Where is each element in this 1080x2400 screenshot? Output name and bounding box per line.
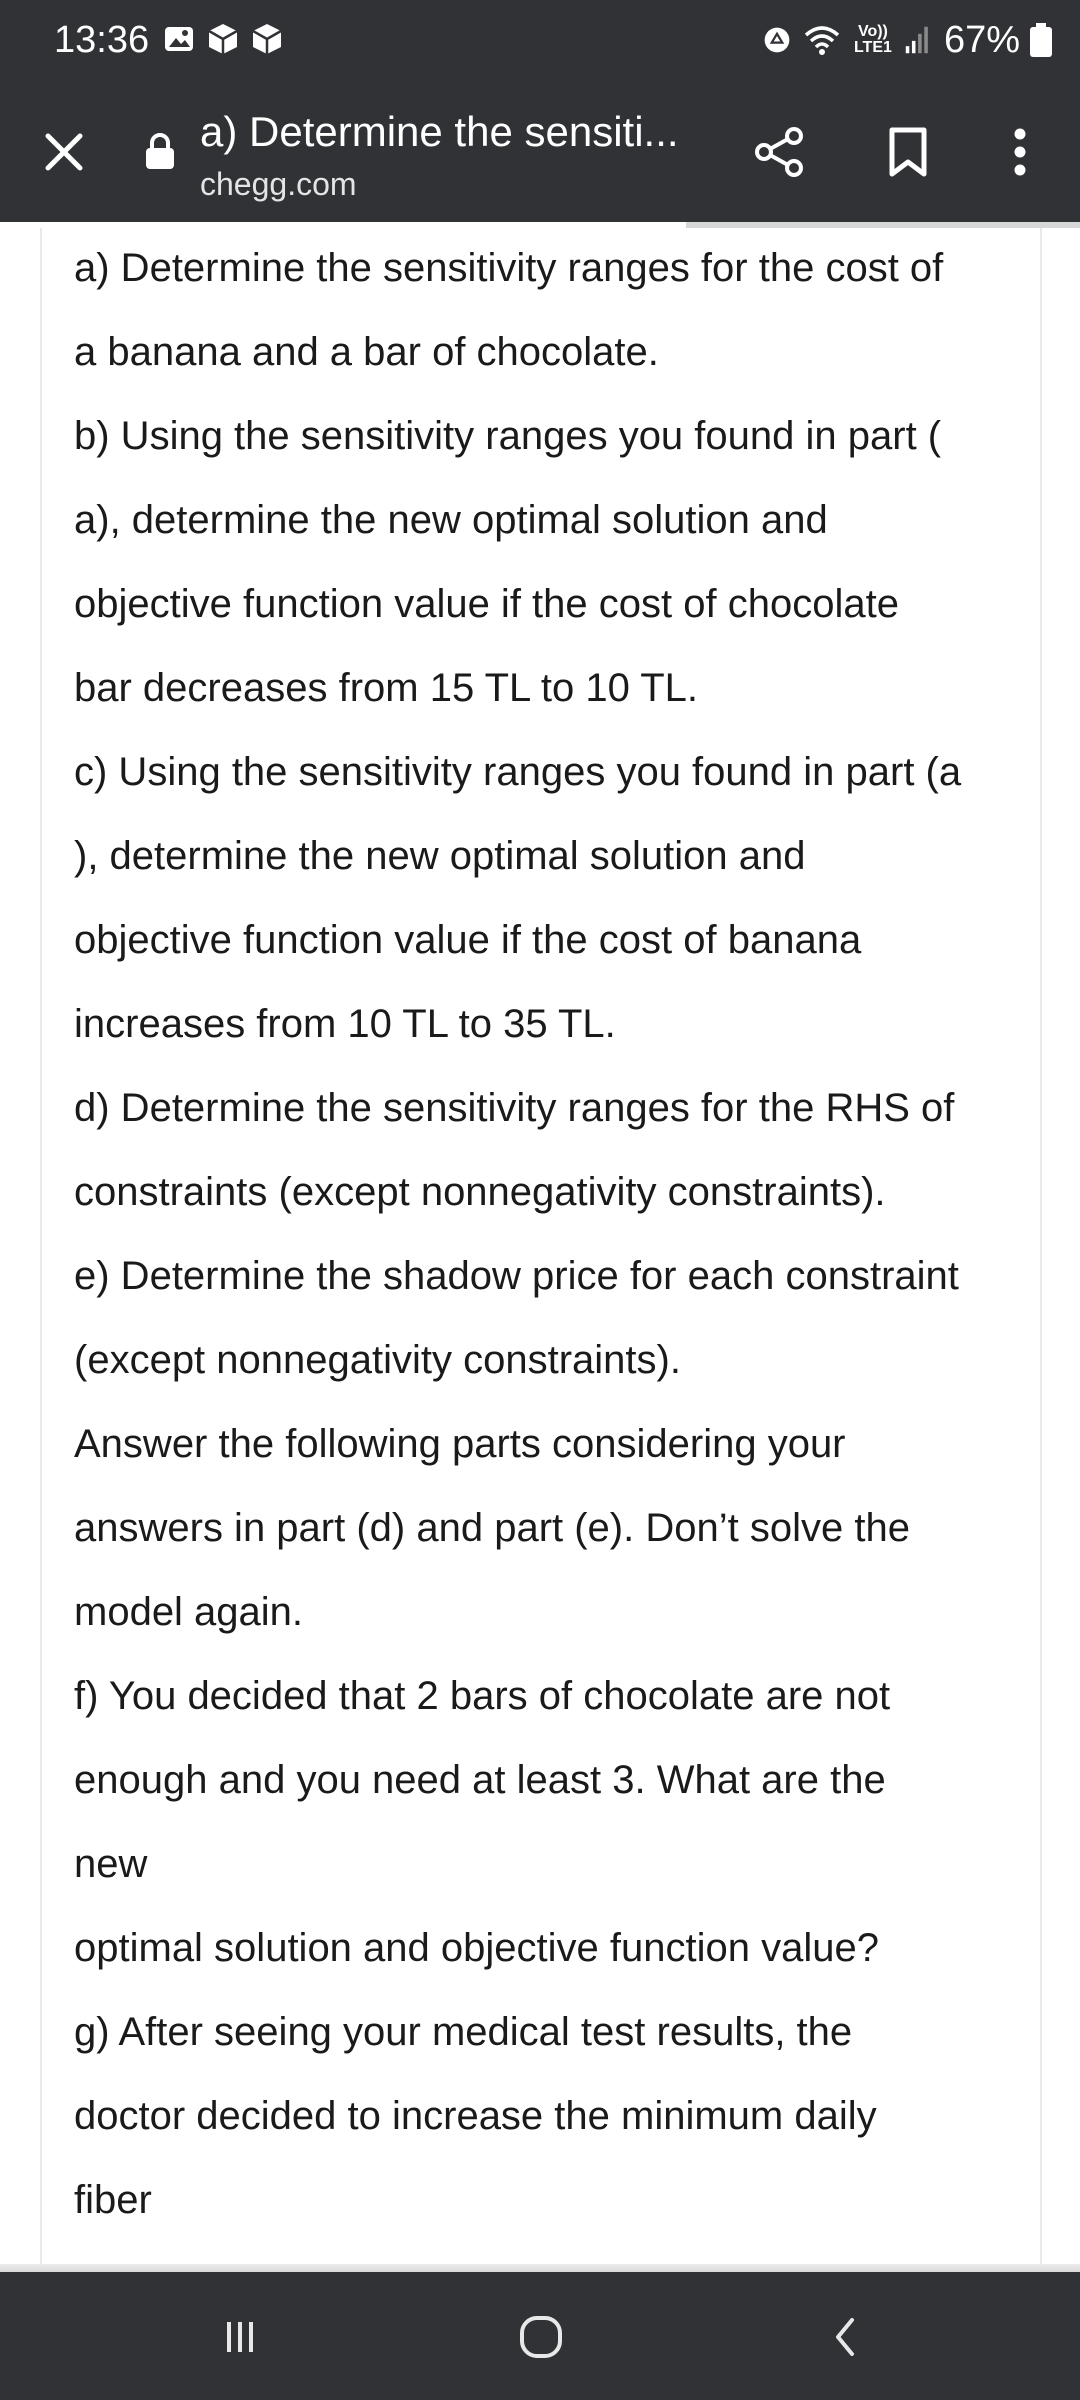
battery-percentage: 67% [943,18,1020,61]
text-line: enough and you need at least 3. What are the [74,1758,886,1802]
lock-icon[interactable] [144,132,176,170]
text-line: bar decreases from 15 TL to 10 TL. [74,666,699,710]
text-line: constraints (except nonnegativity constraints). [74,1170,886,1214]
status-time: 13:36 [54,19,150,61]
text-line: f) You decided that 2 bars of chocolate are not [74,1674,891,1718]
share-icon[interactable] [752,124,808,180]
battery-icon [1030,23,1052,57]
close-icon[interactable] [36,124,92,180]
cube-icon [206,22,240,56]
text-line: a banana and a bar of chocolate. [74,330,659,374]
status-right-cluster [762,14,1052,66]
text-line: doctor decided to increase the minimum daily [74,2094,877,2138]
wifi-icon [802,23,842,57]
text-line: optimal solution and objective function value? [74,1926,879,1970]
page-content [40,228,1042,2264]
text-line: objective function value if the cost of chocolate [74,582,899,626]
text-line: increases from 10 TL to 35 TL. [74,1002,616,1046]
page-title: a) Determine the sensiti... [200,108,679,155]
text-line: c) Using the sensitivity ranges you found in part (a [74,750,962,794]
text-line: Answer the following parts considering your [74,1422,846,1466]
page-url[interactable]: chegg.com [200,166,357,202]
text-line: answers in part (d) and part (e). Don’t solve the [74,1506,910,1550]
back-icon[interactable] [810,2302,880,2372]
status-bar [0,0,1080,80]
text-line: a) Determine the sensitivity ranges for the cost of [74,246,944,290]
content-bottom-edge [0,2264,1080,2272]
more-options-icon[interactable] [1000,124,1040,180]
volte-indicator [852,24,894,56]
text-line: new [74,1842,148,1886]
bookmark-icon[interactable] [880,124,936,180]
text-line: g) After seeing your medical test results, the [74,2010,853,2054]
recycle-icon [762,25,792,55]
text-line: (except nonnegativity constraints). [74,1338,681,1382]
text-line: a), determine the new optimal solution and [74,498,828,542]
browser-toolbar [0,80,1080,222]
gallery-icon [162,22,196,56]
signal-icon [904,23,934,57]
volte-top-label: Vo)) [857,23,888,40]
text-line: ), determine the new optimal solution and [74,834,806,878]
text-line: e) Determine the shadow price for each constraint [74,1254,959,1298]
text-line: b) Using the sensitivity ranges you found in part ( [74,414,942,458]
volte-bottom-label: LTE1 [853,39,892,56]
text-line: objective function value if the cost of banana [74,918,862,962]
text-line: fiber [74,2178,152,2222]
recent-apps-icon[interactable] [205,2302,275,2372]
system-nav-bar [0,2272,1080,2400]
text-line: model again. [74,1590,304,1634]
cube-icon [250,22,284,56]
notification-icons [162,22,284,56]
text-line: d) Determine the sensitivity ranges for the RHS of [74,1086,955,1130]
home-icon[interactable] [506,2302,576,2372]
